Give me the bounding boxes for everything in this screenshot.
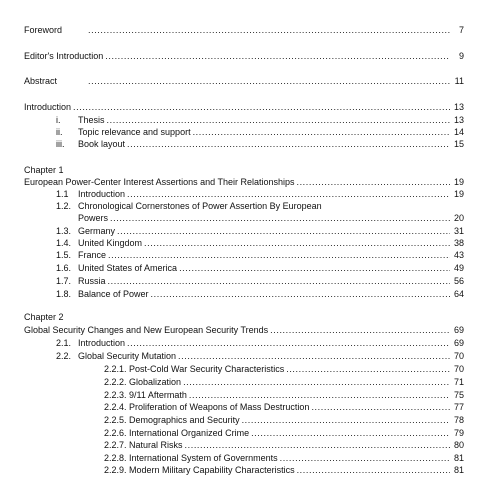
toc-entry-2-2-2	[0, 376, 490, 388]
entry-page: 9	[458, 51, 464, 61]
chapter-1-label-row	[0, 164, 490, 176]
toc-entry-2-2-8	[0, 452, 490, 464]
entry-number: 1.2.	[56, 201, 72, 211]
entry-page: 20	[453, 213, 464, 223]
entry-page: 7	[458, 25, 464, 35]
toc-entry-1-5	[0, 249, 490, 261]
entry-page: 19	[453, 189, 464, 199]
entry-page: 78	[453, 415, 464, 425]
toc-entry-2-2	[0, 350, 490, 362]
entry-title: Chronological Cornerstones of Power Assertion By European	[78, 201, 322, 211]
entry-page: 14	[453, 127, 464, 137]
toc-entry-book-layout	[0, 138, 490, 150]
entry-number: 1.5.	[56, 250, 72, 260]
entry-title: Germany	[78, 226, 116, 236]
toc-entry-1-3	[0, 225, 490, 237]
leader-dots	[127, 138, 450, 150]
leader-dots	[144, 237, 450, 249]
entry-title: Powers	[78, 213, 109, 223]
entry-title: Topic relevance and support	[78, 127, 191, 137]
entry-number: i.	[56, 115, 61, 125]
entry-title: Thesis	[78, 115, 105, 125]
leader-dots	[127, 337, 450, 349]
entry-page: 71	[453, 377, 464, 387]
toc-entry-foreword	[0, 24, 490, 36]
toc-entry-thesis	[0, 114, 490, 126]
entry-title: 2.2.6. International Organized Crime	[104, 428, 250, 438]
leader-dots	[270, 324, 450, 336]
chapter-label: Chapter 2	[24, 312, 64, 322]
entry-page: 31	[453, 226, 464, 236]
entry-title: Foreword	[24, 25, 63, 35]
toc-entry-1-7	[0, 275, 490, 287]
entry-number: 1.3.	[56, 226, 72, 236]
toc-entry-2-2-6	[0, 427, 490, 439]
toc-entry-1-8	[0, 288, 490, 300]
toc-entry-chapter-2	[0, 324, 490, 336]
leader-dots	[110, 212, 450, 224]
toc-entry-2-2-4	[0, 401, 490, 413]
toc-entry-2-2-1	[0, 363, 490, 375]
entry-page: 49	[453, 263, 464, 273]
entry-title: Introduction	[78, 338, 126, 348]
entry-number: 1.8.	[56, 289, 72, 299]
entry-page: 79	[453, 428, 464, 438]
entry-page: 38	[453, 238, 464, 248]
entry-page: 77	[453, 402, 464, 412]
toc-entry-abstract	[0, 75, 490, 87]
chapter-label: Chapter 1	[24, 165, 64, 175]
toc-entry-introduction	[0, 101, 490, 113]
toc-entry-2-2-5	[0, 414, 490, 426]
entry-title: Book layout	[78, 139, 126, 149]
leader-dots	[280, 452, 450, 464]
leader-dots	[311, 401, 450, 413]
toc-entry-2-2-3	[0, 389, 490, 401]
toc-entry-editors-introduction	[0, 50, 490, 62]
leader-dots	[179, 262, 450, 274]
entry-number: 2.2.	[56, 351, 72, 361]
chapter-title: European Power-Center Interest Assertions and Their Relationships	[24, 177, 295, 187]
leader-dots	[127, 188, 450, 200]
leader-dots	[88, 24, 450, 36]
leader-dots	[108, 249, 450, 261]
entry-title: 2.2.9. Modern Military Capability Characteristics	[104, 465, 295, 475]
toc-entry-chapter-1	[0, 176, 490, 188]
entry-number: 1.4.	[56, 238, 72, 248]
entry-title: 2.2.4. Proliferation of Weapons of Mass Destruction	[104, 402, 310, 412]
leader-dots	[189, 389, 450, 401]
toc-entry-1-6	[0, 262, 490, 274]
entry-title: United Kingdom	[78, 238, 143, 248]
entry-number: 1.7.	[56, 276, 72, 286]
entry-page: 80	[453, 440, 464, 450]
leader-dots	[117, 225, 450, 237]
entry-number: 2.1.	[56, 338, 72, 348]
entry-title: Russia	[78, 276, 106, 286]
toc-entry-1-1	[0, 188, 490, 200]
leader-dots	[88, 75, 450, 87]
entry-title: Introduction	[78, 189, 126, 199]
leader-dots	[286, 363, 450, 375]
entry-number: iii.	[56, 139, 65, 149]
entry-page: 43	[453, 250, 464, 260]
toc-entry-2-1	[0, 337, 490, 349]
entry-page: 81	[453, 465, 464, 475]
entry-title: 2.2.5. Demographics and Security	[104, 415, 240, 425]
leader-dots	[151, 288, 450, 300]
entry-page: 13	[453, 115, 464, 125]
entry-title: United States of America	[78, 263, 178, 273]
leader-dots	[193, 126, 450, 138]
entry-title: Introduction	[24, 102, 72, 112]
leader-dots	[296, 176, 450, 188]
toc-entry-1-2-continued	[0, 212, 490, 224]
entry-number: 1.6.	[56, 263, 72, 273]
entry-title: 2.2.3. 9/11 Aftermath	[104, 390, 187, 400]
entry-page: 13	[453, 102, 464, 112]
leader-dots	[242, 414, 450, 426]
toc-entry-2-2-9	[0, 464, 490, 476]
entry-page: 11	[454, 76, 464, 86]
entry-title: France	[78, 250, 107, 260]
entry-page: 64	[453, 289, 464, 299]
entry-title: Global Security Mutation	[78, 351, 177, 361]
leader-dots	[297, 464, 450, 476]
entry-page: 70	[453, 351, 464, 361]
entry-title: Editor's Introduction	[24, 51, 104, 61]
entry-page: 69	[453, 325, 464, 335]
leader-dots	[251, 427, 450, 439]
leader-dots	[107, 114, 450, 126]
entry-number: ii.	[56, 127, 63, 137]
chapter-2-label-row	[0, 311, 490, 323]
entry-title: Balance of Power	[78, 289, 149, 299]
entry-title: 2.2.8. International System of Governments	[104, 453, 278, 463]
leader-dots	[73, 101, 450, 113]
leader-dots	[185, 439, 450, 451]
entry-page: 70	[453, 364, 464, 374]
entry-title: 2.2.7. Natural Risks	[104, 440, 183, 450]
leader-dots	[105, 50, 450, 62]
entry-page: 19	[453, 177, 464, 187]
entry-title: 2.2.2. Globalization	[104, 377, 182, 387]
leader-dots	[108, 275, 450, 287]
leader-dots	[183, 376, 450, 388]
entry-title: 2.2.1. Post-Cold War Security Characteristics	[104, 364, 285, 374]
toc-entry-topic-relevance	[0, 126, 490, 138]
toc-entry-1-2	[0, 200, 490, 212]
entry-title: Abstract	[24, 76, 58, 86]
entry-number: 1.1	[56, 189, 69, 199]
entry-page: 81	[453, 453, 464, 463]
toc-entry-1-4	[0, 237, 490, 249]
toc-entry-2-2-7	[0, 439, 490, 451]
chapter-title: Global Security Changes and New European Security Trends	[24, 325, 269, 335]
entry-page: 69	[453, 338, 464, 348]
leader-dots	[178, 350, 450, 362]
entry-page: 56	[453, 276, 464, 286]
entry-page: 75	[453, 390, 464, 400]
entry-page: 15	[453, 139, 464, 149]
